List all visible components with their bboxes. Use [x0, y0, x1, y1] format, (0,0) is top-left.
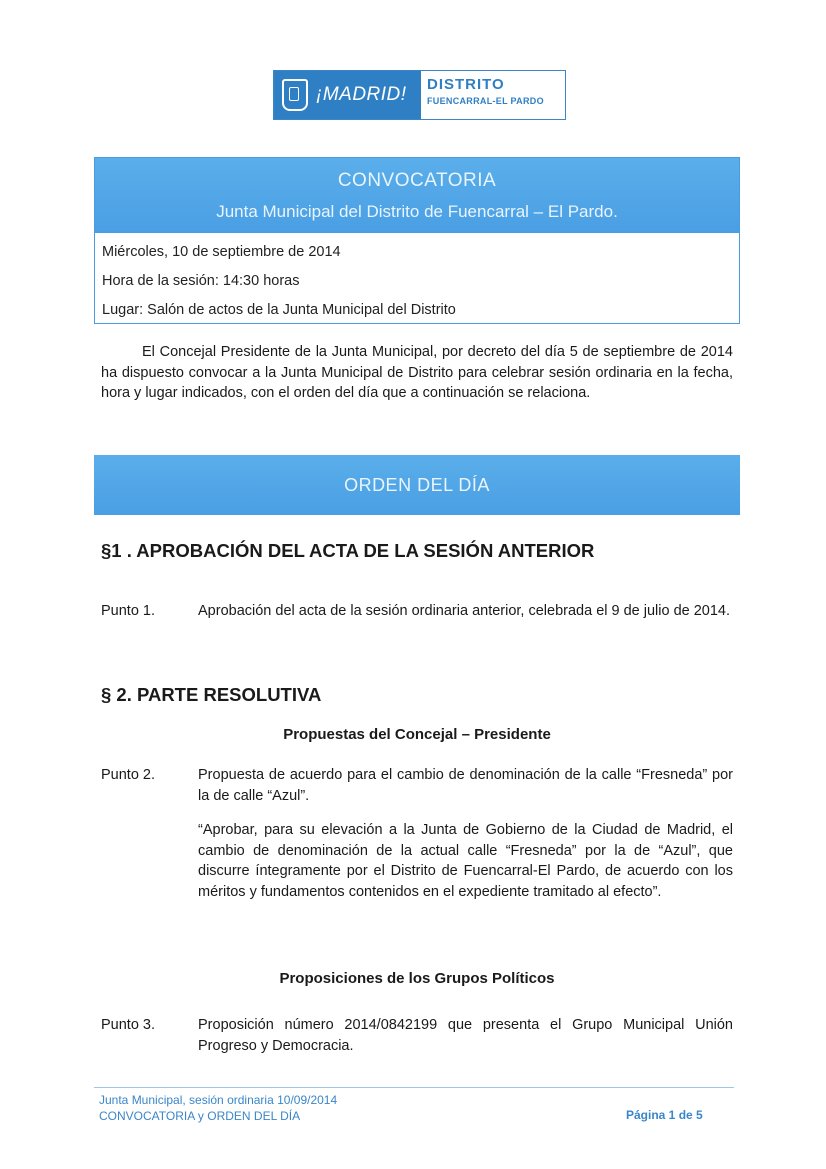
orden-del-dia-banner: ORDEN DEL DÍA [94, 455, 740, 515]
section-2-title: § 2. PARTE RESOLUTIVA [101, 684, 322, 705]
logo-brand-block [274, 71, 421, 119]
punto-3 [101, 1015, 733, 1056]
footer-session: Junta Municipal, sesión ordinaria 10/09/2014 [99, 1093, 338, 1107]
page-number: Página 1 de 5 [626, 1108, 703, 1122]
section-1-title: §1 . APROBACIÓN DEL ACTA DE LA SESIÓN ANTERIOR [101, 540, 595, 561]
subsection-propuestas: Propuestas del Concejal – Presidente [283, 726, 551, 743]
punto-2 [101, 765, 733, 806]
subsection-proposiciones: Proposiciones de los Grupos Políticos [279, 970, 555, 987]
punto-3-text: Proposición número 2014/0842199 que presenta el Grupo Municipal Unión Progreso y Democracia. [198, 1017, 733, 1054]
coat-of-arms-icon [282, 79, 308, 111]
convocatoria-subtitle: Junta Municipal del Distrito de Fuencarral – El Pardo. [216, 202, 618, 221]
punto-2-text: Propuesta de acuerdo para el cambio de denominación de la calle “Fresneda” por la de calle “Azul”. [198, 767, 733, 804]
convocatoria-banner [95, 158, 739, 233]
convocatoria-box [94, 157, 740, 324]
punto-1-label: Punto 1. [101, 603, 156, 619]
session-time: Hora de la sesión: 14:30 horas [102, 273, 300, 289]
logo-district-block [421, 71, 544, 119]
punto-2-quote: “Aprobar, para su elevación a la Junta de Gobierno de la Ciudad de Madrid, el cambio de denominación de la actual calle “Fresneda” por la de “Azul”, que discurre íntegramente por el Distrito de Fuencarral-El Pardo, de acuerdo con los méritos y fundamentos contenidos en el expediente tramitado al efecto”. [198, 822, 733, 900]
session-date: Miércoles, 10 de septiembre de 2014 [102, 244, 341, 260]
logo-brand: ¡MADRID! [316, 84, 407, 105]
footer-divider [94, 1087, 734, 1088]
session-place: Lugar: Salón de actos de la Junta Municipal del Distrito [102, 302, 456, 318]
logo-distrito: DISTRITO [427, 76, 505, 93]
punto-3-label: Punto 3. [101, 1017, 156, 1033]
punto-1-text: Aprobación del acta de la sesión ordinaria anterior, celebrada el 9 de julio de 2014. [198, 603, 731, 619]
intro-paragraph: El Concejal Presidente de la Junta Municipal, por decreto del día 5 de septiembre de 2014 ha dispuesto convocar a la Junta Municipal de Distrito para celebrar sesión ordinaria en la fecha, hora y lugar indicados, con el orden del día que a continuación se relaciona. [101, 344, 733, 401]
convocatoria-title: CONVOCATORIA [337, 170, 497, 191]
footer-info [99, 1092, 337, 1124]
punto-2-label: Punto 2. [101, 767, 156, 783]
logo-district-name: FUENCARRAL-EL PARDO [427, 96, 544, 106]
district-logo [273, 70, 566, 120]
punto-1 [101, 601, 733, 622]
footer-doc-title: CONVOCATORIA y ORDEN DEL DÍA [99, 1109, 301, 1123]
